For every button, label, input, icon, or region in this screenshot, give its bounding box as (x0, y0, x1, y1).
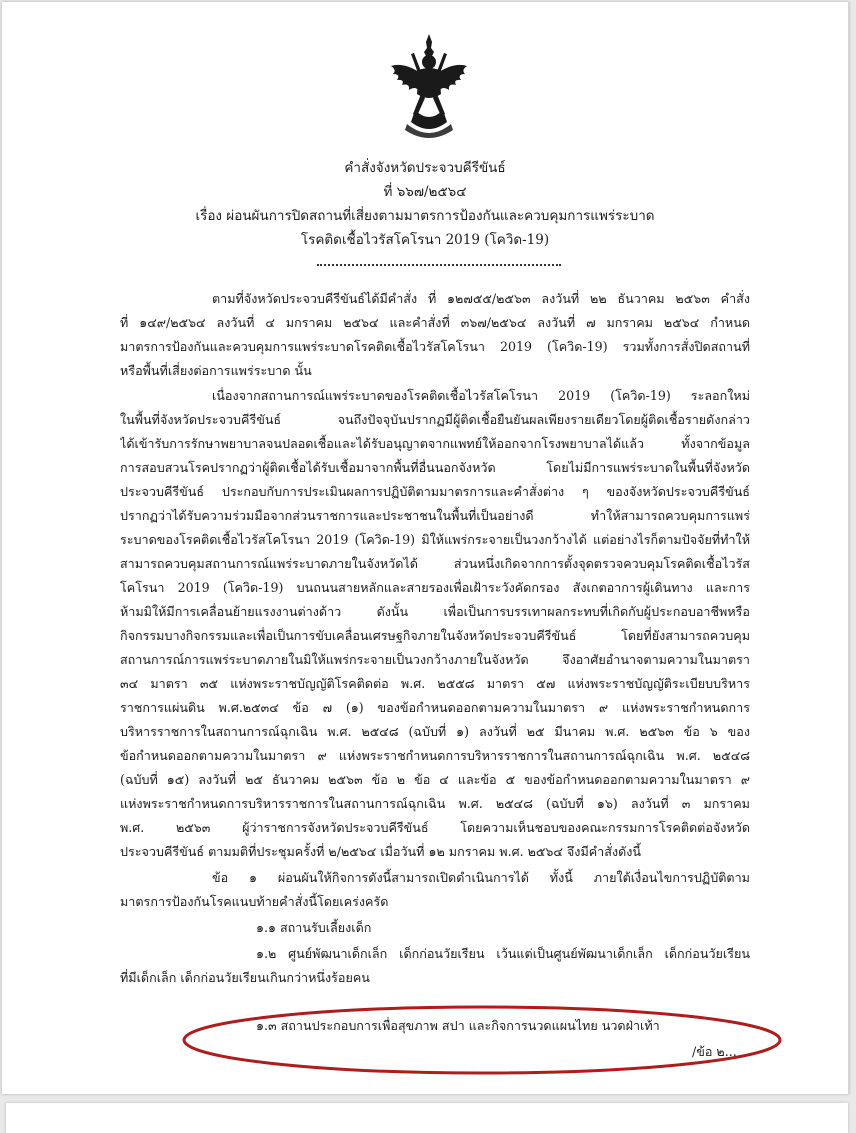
paragraph-line: หรือพื้นที่เสี่ยงต่อการแพร่ระบาด นั้น (120, 363, 312, 378)
garuda-emblem (385, 32, 473, 142)
paragraph-line: ห้ามมิให้มีการเคลื่อนย้ายแรงงานต่างด้าว ดังนั้น เพื่อเป็นการบรรเทาผลกระทบที่เกิดกับผู้ประกอบอาชีพหรือ (120, 604, 750, 619)
item-1-2-line-1: ๑.๒ ศูนย์พัฒนาเด็กเล็ก เด็กก่อนวัยเรียน เว้นแต่เป็นศูนย์พัฒนาเด็กเล็ก เด็กก่อนวัยเรียน (256, 946, 750, 961)
paragraph-line: ราชการแผ่นดิน พ.ศ.๒๕๓๔ ข้อ ๗ (๑) ของข้อกำหนดออกตามความในมาตรา ๙ แห่งพระราชกำหนดการ (120, 700, 750, 715)
item-1-1: ๑.๑ สถานรับเลี้ยงเด็ก (256, 920, 372, 935)
paragraph-line: ๓๔ มาตรา ๓๕ แห่งพระราชบัญญัติโรคติดต่อ พ.ศ. ๒๕๕๘ มาตรา ๕๗ แห่งพระราชบัญญัติระเบียบบริหาร (120, 676, 750, 691)
paragraph-line: แห่งพระราชกำหนดการบริหารราชการในสถานการณ์ฉุกเฉิน พ.ศ. ๒๕๔๘ (ฉบับที่ ๑๖) ลงวันที่ ๓ มกราคม (120, 796, 750, 811)
paragraph-line: ในพื้นที่จังหวัดประจวบคีรีขันธ์ จนถึงปัจจุบันปรากฏมีผู้ติดเชื้อยืนยันผลเพียงรายเดียวโดยผู้ติดเชื้อรายดังกล่าว (120, 412, 750, 427)
paragraph-line: บริหารราชการในสถานการณ์ฉุกเฉิน พ.ศ. ๒๕๔๘ (ฉบับที่ ๑) ลงวันที่ ๒๕ มีนาคม พ.ศ. ๒๕๖๓ ข้อ ๖ ของ (120, 724, 750, 739)
paragraph-line: ที่ ๑๔๙/๒๕๖๔ ลงวันที่ ๔ มกราคม ๒๕๖๔ และคำสั่งที่ ๓๖๗/๒๕๖๔ ลงวันที่ ๗ มกราคม ๒๕๖๔ กำหนด (120, 315, 750, 330)
document-page (2, 2, 849, 1094)
paragraph-line: พ.ศ. ๒๕๖๓ ผู้ว่าราชการจังหวัดประจวบคีรีขันธ์ โดยความเห็นชอบของคณะกรรมการโรคติดต่อจังหวัด (120, 820, 750, 835)
paragraph-line: ปรากฏว่าได้รับความร่วมมือจากส่วนราชการและประชาชนในพื้นที่เป็นอย่างดี ทำให้สามารถควบคุมการแพร่ (120, 508, 750, 523)
subject-line-1: เรื่อง ผ่อนผันการปิดสถานที่เสี่ยงตามมาตรการป้องกันและควบคุมการแพร่ระบาด (195, 208, 655, 224)
next-page-edge (6, 1103, 848, 1133)
continuation-marker: /ข้อ ๒... (692, 1044, 737, 1059)
paragraph-line: การสอบสวนโรคปรากฏว่าผู้ติดเชื้อได้รับเชื้อมาจากพื้นที่อื่นนอกจังหวัด โดยไม่มีการแพร่ระบาดในพื้นที่จังหวัด (120, 460, 750, 475)
paragraph-line: สถานการณ์การแพร่ระบาดภายในมิให้แพร่กระจายเป็นวงกว้างภายในจังหวัด จึงอาศัยอำนาจตามความในมาตรา (120, 652, 750, 667)
separator (317, 264, 561, 266)
paragraph-line: เนื่องจากสถานการณ์แพร่ระบาดของโรคติดเชื้อไวรัสโคโรนา 2019 (โควิด-19) ระลอกใหม่ (212, 388, 750, 403)
paragraph-line: กิจกรรมบางกิจกรรมและเพื่อเป็นการขับเคลื่อนเศรษฐกิจภายในจังหวัดประจวบคีรีขันธ์ โดยที่ยังสามารถควบคุม (120, 628, 750, 643)
item-1-3: ๑.๓ สถานประกอบการเพื่อสุขภาพ สปา และกิจการนวดแผนไทย นวดฝ่าเท้า (256, 1018, 660, 1033)
paragraph-line: ประจวบคีรีขันธ์ ประกอบกับการประเมินผลการปฏิบัติตามมาตรการและคำสั่งต่าง ๆ ของจังหวัดประจวบคีรีขันธ์ (120, 484, 750, 499)
paragraph-line: ตามที่จังหวัดประจวบคีรีขันธ์ได้มีคำสั่ง ที่ ๑๒๗๕๕/๒๕๖๓ ลงวันที่ ๒๒ ธันวาคม ๒๕๖๓ คำสั่ง (212, 291, 750, 306)
paragraph-line: ประจวบคีรีขันธ์ ตามมติที่ประชุมครั้งที่ ๒/๒๕๖๔ เมื่อวันที่ ๑๒ มกราคม พ.ศ. ๒๕๖๔ จึงมีคำสั่งดังนี้ (120, 844, 642, 859)
subject-line-2: โรคติดเชื้อไวรัสโคโรนา 2019 (โควิด-19) (300, 232, 550, 248)
order-title: คำสั่งจังหวัดประจวบคีรีขันธ์ (344, 160, 506, 176)
paragraph-line: มาตรการป้องกันโรคแนบท้ายคำสั่งนี้โดยเคร่งครัด (120, 894, 389, 909)
item-1-2-line-2: ที่มีเด็กเล็ก เด็กก่อนวัยเรียนเกินกว่าหนึ่งร้อยคน (120, 970, 370, 985)
highlight-oval (180, 1003, 784, 1077)
paragraph-line: ได้เข้ารับการรักษาพยาบาลจนปลอดเชื้อและได้รับอนุญาตจากแพทย์ให้ออกจากโรงพยาบาลได้แล้ว ทั้งจากข้อมูล (120, 436, 750, 451)
paragraph-line: มาตรการป้องกันและควบคุมการแพร่ระบาดโรคติดเชื้อไวรัสโคโรนา 2019 (โควิด-19) รวมทั้งการสั่งปิดสถานที่ (120, 339, 750, 354)
paragraph-line: ระบาดของโรคติดเชื้อไวรัสโคโรนา 2019 (โควิด-19) มิให้แพร่กระจายเป็นวงกว้างได้ แต่อย่างไรก็ตามปัจจัยที่ทำให้ (120, 532, 750, 547)
paragraph-line: สามารถควบคุมสถานการณ์แพร่ระบาดภายในจังหวัดได้ ส่วนหนึ่งเกิดจากการตั้งจุดตรวจควบคุมโรคติดเชื้อไวรัส (120, 556, 750, 571)
paragraph-line: ข้อกำหนดออกตามความในมาตรา ๙ แห่งพระราชกำหนดการบริหารราชการในสถานการณ์ฉุกเฉิน พ.ศ. ๒๕๔๘ (120, 748, 750, 763)
paragraph-line: (ฉบับที่ ๑๕) ลงวันที่ ๒๕ ธันวาคม ๒๕๖๓ ข้อ ๒ ข้อ ๔ และข้อ ๕ ของข้อกำหนดออกตามความในมาตรา ๙ (120, 772, 750, 787)
paragraph-line: โคโรนา 2019 (โควิด-19) บนถนนสายหลักและสายรองเพื่อเฝ้าระวังคัดกรอง สังเกตอาการผู้เดินทาง และการ (120, 580, 750, 595)
order-number: ที่ ๖๖๗/๒๕๖๔ (383, 184, 467, 200)
paragraph-line: ข้อ ๑ ผ่อนผันให้กิจการดังนี้สามารถเปิดดำเนินการได้ ทั้งนี้ ภายใต้เงื่อนไขการปฏิบัติตาม (212, 870, 750, 885)
